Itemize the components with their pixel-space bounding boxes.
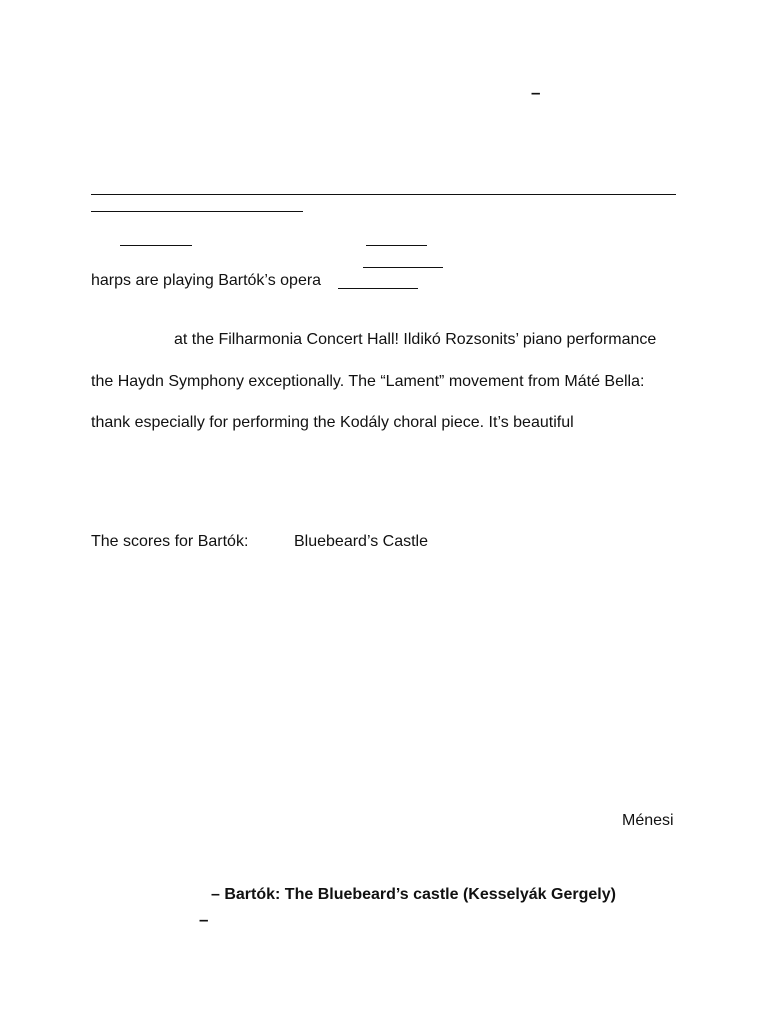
rule-long: [91, 194, 676, 195]
paragraph2-line3: thank especially for performing the Kodály choral piece. It’s beautiful: [91, 414, 574, 431]
footer-dash: –: [199, 910, 209, 929]
signature-name: Ménesi: [622, 812, 674, 829]
blank-underline-2: [366, 245, 427, 246]
rule-short: [91, 211, 303, 212]
paragraph2-line1: at the Filharmonia Concert Hall! Ildikó Rozsonits’ piano performance: [174, 331, 657, 348]
footer-caption: – Bartók: The Bluebeard’s castle (Kesselyák Gergely): [211, 886, 616, 903]
scores-title: Bluebeard’s Castle: [294, 533, 429, 550]
scores-label: The scores for Bartók:: [91, 533, 249, 550]
header-dash: –: [531, 83, 541, 102]
blank-underline-4: [338, 288, 418, 289]
paragraph2-line2: the Haydn Symphony exceptionally. The “Lament” movement from Máté Bella:: [91, 373, 645, 390]
blank-underline-3: [363, 267, 443, 268]
paragraph1-line1: harps are playing Bartók’s opera: [91, 272, 322, 289]
blank-underline-1: [120, 245, 192, 246]
